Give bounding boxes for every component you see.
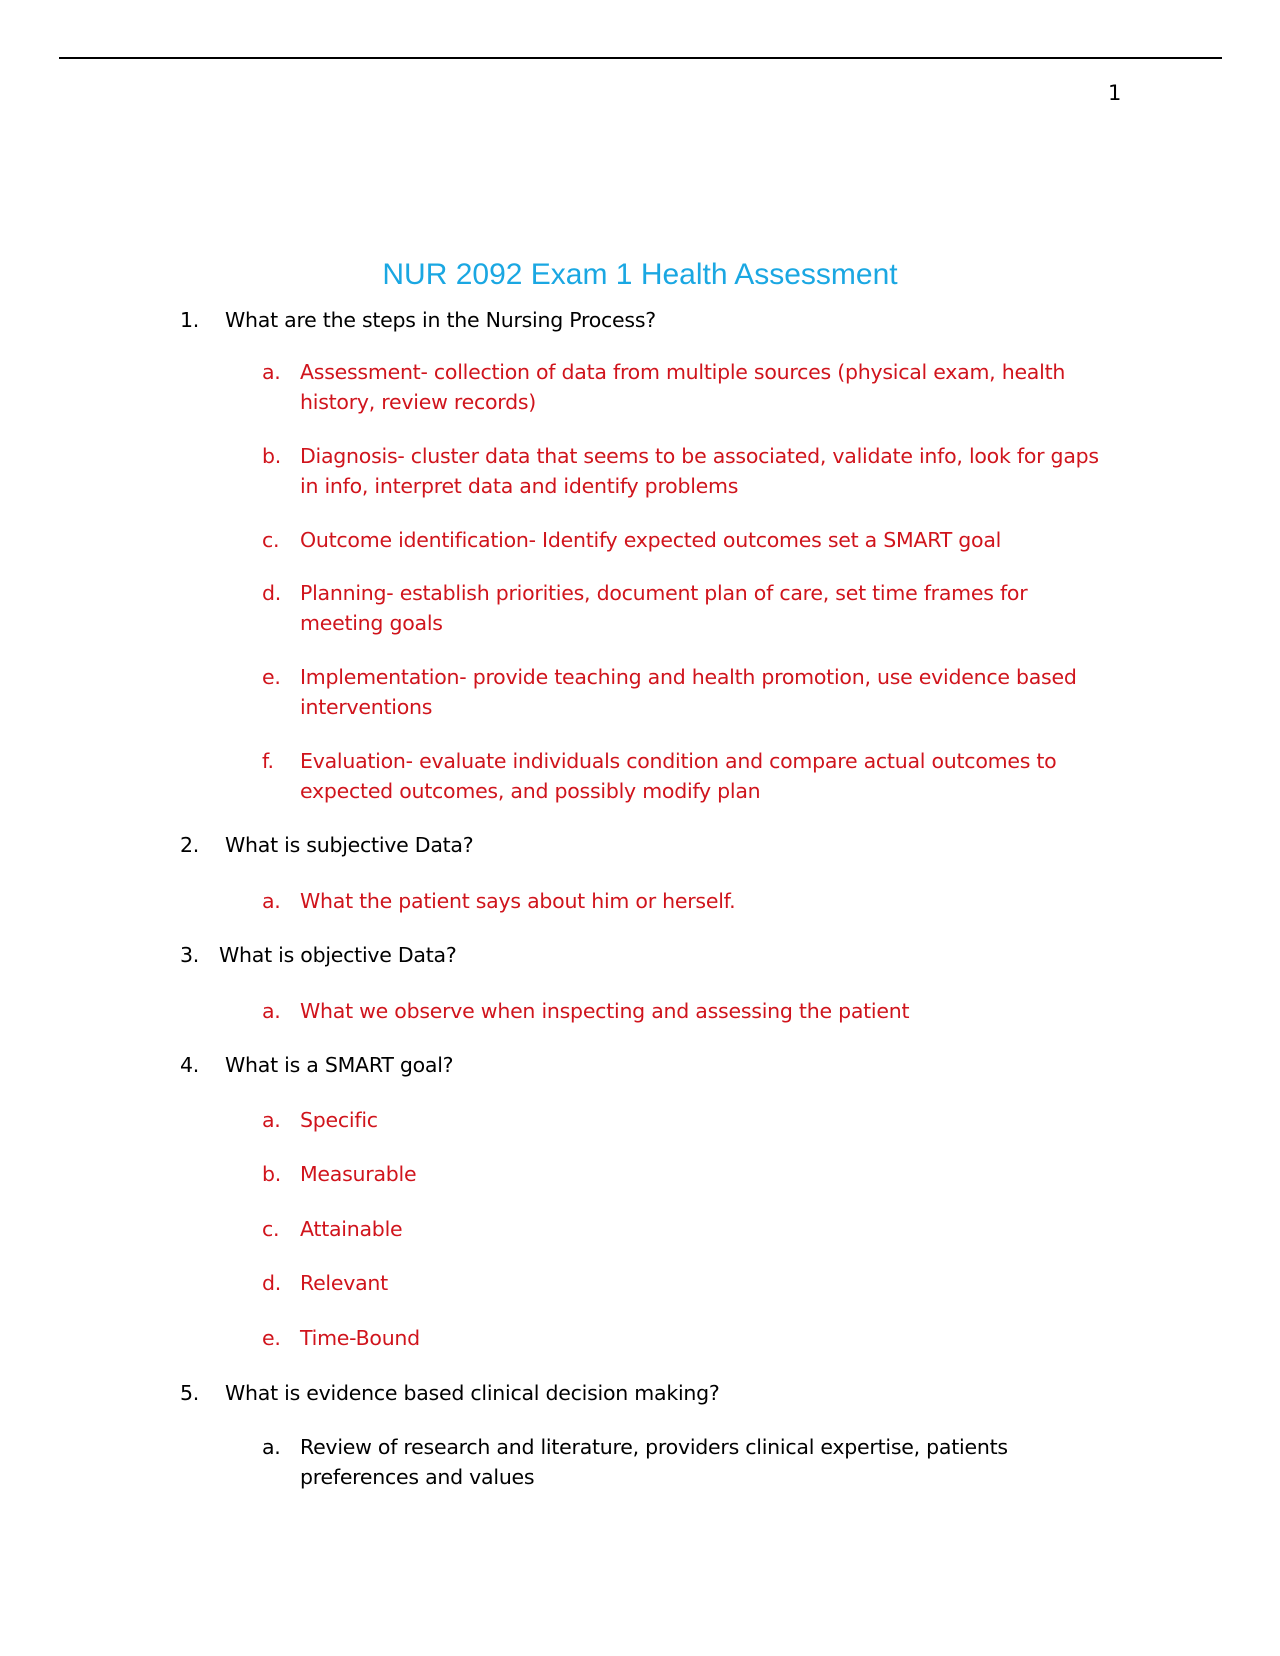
question-text: What is subjective Data?	[225, 833, 474, 857]
answer-4b	[262, 1159, 1142, 1189]
question-number: 5.	[180, 1381, 200, 1405]
answer-letter: a.	[262, 999, 281, 1023]
question-text: What is a SMART goal?	[225, 1053, 454, 1077]
question-number: 4.	[180, 1053, 200, 1077]
answer-letter: b.	[262, 1162, 282, 1186]
answer-1d	[262, 578, 1142, 638]
question-number: 2.	[180, 833, 200, 857]
answer-letter: c.	[262, 528, 280, 552]
answer-text: Planning- establish priorities, document plan of care, set time frames for meeting goals	[300, 581, 1028, 635]
answer-letter: a.	[262, 1435, 281, 1459]
answer-text: Evaluation- evaluate individuals condition and compare actual outcomes to expected outcomes, and possibly modify plan	[300, 749, 1057, 803]
answer-letter: d.	[262, 1271, 282, 1295]
answer-letter: a.	[262, 889, 281, 913]
answer-letter: a.	[262, 360, 281, 384]
question-text: What are the steps in the Nursing Process?	[225, 308, 656, 332]
answer-1e	[262, 662, 1142, 722]
answer-text: Diagnosis- cluster data that seems to be associated, validate info, look for gaps in info, interpret data and identify problems	[300, 444, 1099, 498]
answer-1f	[262, 746, 1142, 806]
question-text: What is evidence based clinical decision making?	[225, 1381, 720, 1405]
answer-letter: b.	[262, 444, 282, 468]
answer-text: Time-Bound	[300, 1326, 420, 1350]
answer-5a	[262, 1432, 1142, 1492]
answer-letter: e.	[262, 665, 281, 689]
answer-text: Outcome identification- Identify expected outcomes set a SMART goal	[300, 528, 1002, 552]
question-number: 1.	[180, 308, 200, 332]
answer-letter: f.	[262, 749, 274, 773]
answer-2a	[262, 886, 1142, 916]
answer-text: What the patient says about him or herself.	[300, 889, 736, 913]
answer-letter: c.	[262, 1217, 280, 1241]
answer-text: Implementation- provide teaching and health promotion, use evidence based interventions	[300, 665, 1077, 719]
answer-text: Assessment- collection of data from multiple sources (physical exam, health history, review records)	[300, 360, 1066, 414]
answer-4c	[262, 1214, 1142, 1244]
answer-letter: d.	[262, 581, 282, 605]
question-number: 3.	[180, 943, 200, 967]
header-rule	[59, 57, 1222, 59]
document-title: NUR 2092 Exam 1 Health Assessment	[382, 258, 898, 291]
answer-text: Attainable	[300, 1217, 403, 1241]
answer-text: What we observe when inspecting and assessing the patient	[300, 999, 910, 1023]
answer-4a	[262, 1105, 1142, 1135]
answer-1c	[262, 525, 1142, 555]
answer-1a	[262, 357, 1142, 417]
answer-1b	[262, 441, 1142, 501]
answer-4e	[262, 1323, 1142, 1353]
answer-text: Specific	[300, 1108, 378, 1132]
answer-letter: e.	[262, 1326, 281, 1350]
answer-3a	[262, 996, 1142, 1026]
page-number: 1	[1108, 81, 1122, 105]
answer-letter: a.	[262, 1108, 281, 1132]
answer-4d	[262, 1268, 1142, 1298]
answer-text: Relevant	[300, 1271, 388, 1295]
question-text: What is objective Data?	[219, 943, 457, 967]
answer-text: Review of research and literature, providers clinical expertise, patients preferences and values	[300, 1435, 1008, 1489]
answer-text: Measurable	[300, 1162, 417, 1186]
